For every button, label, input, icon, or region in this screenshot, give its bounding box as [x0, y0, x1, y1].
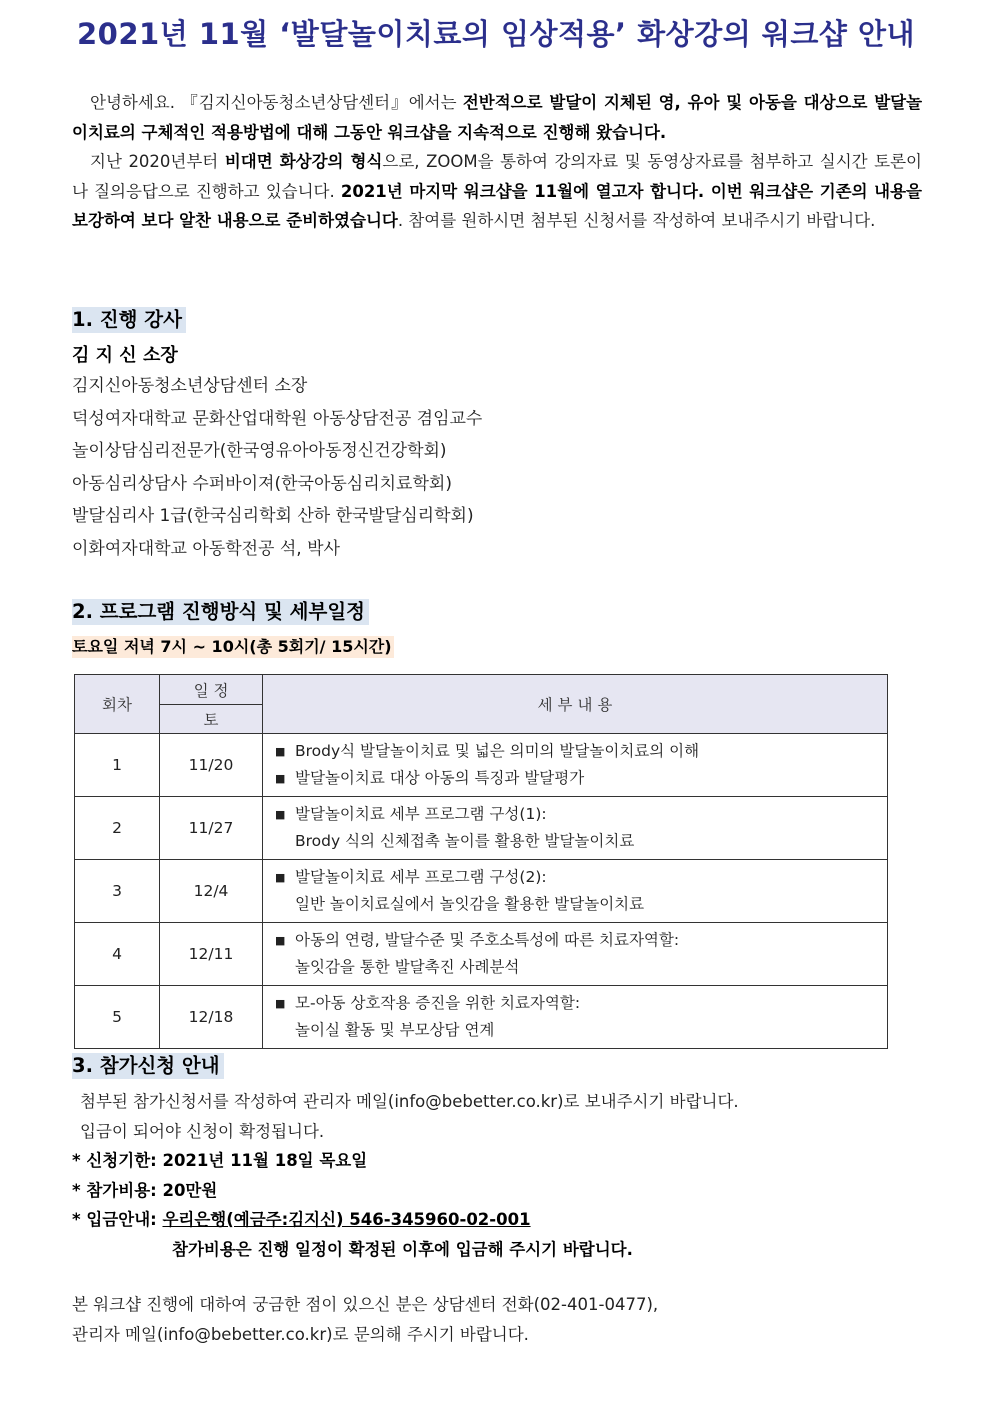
session-date: 12/18	[160, 986, 263, 1049]
application-instruction: 첨부된 참가신청서를 작성하여 관리자 메일(info@bebetter.co.kr)로 보내주시기 바랍니다.	[80, 1092, 739, 1111]
detail-continuation: 놀이실 활동 및 부모상담 연계	[295, 1021, 495, 1039]
bullet-icon: ■	[275, 997, 286, 1010]
session-number: 4	[75, 923, 160, 986]
section3-heading: 3. 참가신청 안내	[72, 1053, 224, 1079]
detail-text: 발달놀이치료 대상 아동의 특징과 발달평가	[295, 769, 585, 787]
instructor-credentials	[72, 370, 482, 565]
intro-paragraph-1: 안녕하세요. 『김지신아동청소년상담센터』에서는 전반적으로 발달이 지체된 영, 유아 및 아동을 대상으로 발달놀이치료의 구체적인 적용방법에 대해 그동안 워크샵을 지속적으로 진행해 왔습니다.	[72, 93, 923, 142]
schedule-table	[74, 674, 888, 1049]
detail-item	[275, 801, 877, 828]
schedule-summary: 토요일 저녁 7시 ~ 10시(총 5회기/ 15시간)	[72, 637, 392, 656]
session-details	[263, 797, 888, 860]
deadline: * 신청기한: 2021년 11월 18일 목요일	[72, 1151, 368, 1170]
credential-item: 아동심리상담사 수퍼바이져(한국아동심리치료학회)	[72, 473, 452, 494]
credential-item: 발달심리사 1급(한국심리학회 산하 한국발달심리학회)	[72, 506, 474, 526]
bullet-icon: ■	[275, 871, 286, 884]
credential-item: 놀이상담심리전문가(한국영유아아동정신건강학회)	[72, 441, 447, 461]
session-details	[263, 923, 888, 986]
detail-text: 모-아동 상호작용 증진을 위한 치료자역할:	[295, 994, 581, 1012]
instructor-name: 김 지 신 소장	[72, 345, 178, 366]
detail-text: 발달놀이치료 세부 프로그램 구성(2):	[295, 868, 547, 886]
session-details	[263, 860, 888, 923]
detail-text: 발달놀이치료 세부 프로그램 구성(1):	[295, 805, 547, 823]
credential-item: 김지신아동청소년상담센터 소장	[72, 376, 308, 396]
payment-note: 참가비용은 진행 일정이 확정된 이후에 입금해 주시기 바랍니다.	[172, 1239, 633, 1259]
header-day: 토	[160, 705, 263, 734]
detail-item	[275, 765, 877, 792]
application-info	[72, 1087, 952, 1264]
session-details	[263, 734, 888, 797]
credential-item: 이화여자대학교 아동학전공 석, 박사	[72, 538, 340, 559]
credential-item: 덕성여자대학교 문화산업대학원 아동상담전공 겸임교수	[72, 408, 483, 429]
footer-line: 관리자 메일(info@bebetter.co.kr)로 문의해 주시기 바랍니다.	[72, 1325, 529, 1344]
table-row	[75, 860, 888, 923]
intro-text	[72, 88, 922, 236]
detail-continuation: Brody 식의 신체접촉 놀이를 활용한 발달놀이치료	[295, 832, 635, 850]
header-details: 세 부 내 용	[263, 675, 888, 734]
footer-contact	[72, 1290, 658, 1350]
fee: * 참가비용: 20만원	[72, 1180, 218, 1200]
table-row	[75, 734, 888, 797]
detail-continuation: 일반 놀이치료실에서 놀잇감을 활용한 발달놀이치료	[295, 895, 645, 913]
session-date: 11/20	[160, 734, 263, 797]
bullet-icon: ■	[275, 772, 286, 785]
header-session: 회차	[75, 675, 160, 734]
session-date: 12/4	[160, 860, 263, 923]
table-row	[75, 986, 888, 1049]
bullet-icon: ■	[275, 934, 286, 947]
intro-paragraph-2: 지난 2020년부터 비대면 화상강의 형식으로, ZOOM을 통하여 강의자료 및 동영상자료를 첨부하고 실시간 토론이나 질의응답으로 진행하고 있습니다. 2021년 마지막 워크샵을 11월에 열고자 합니다. 이번 워크샵은 기존의 내용을 보강하여 보다 알찬 내용으로 준비하였습니다. 참여를 원하시면 첨부된 신청서를 작성하여 보내주시기 바랍니다.	[72, 152, 922, 230]
bullet-icon: ■	[275, 745, 286, 758]
session-date: 11/27	[160, 797, 263, 860]
detail-item	[275, 990, 877, 1017]
session-number: 2	[75, 797, 160, 860]
session-date: 12/11	[160, 923, 263, 986]
session-number: 1	[75, 734, 160, 797]
section1-heading: 1. 진행 강사	[72, 307, 186, 333]
payment-confirmation-note: 입금이 되어야 신청이 확정됩니다.	[80, 1121, 325, 1141]
session-number: 3	[75, 860, 160, 923]
page-title: 2021년 11월 ‘발달놀이치료의 임상적용’ 화상강의 워크샵 안내	[77, 17, 915, 51]
bullet-icon: ■	[275, 808, 286, 821]
payment-label: * 입금안내:	[72, 1210, 163, 1229]
table-row	[75, 923, 888, 986]
session-details	[263, 986, 888, 1049]
detail-item	[275, 738, 877, 765]
detail-text: Brody식 발달놀이치료 및 넓은 의미의 발달놀이치료의 이해	[295, 742, 700, 760]
session-number: 5	[75, 986, 160, 1049]
detail-item	[275, 864, 877, 891]
footer-line: 본 워크샵 진행에 대하여 궁금한 점이 있으신 분은 상담센터 전화(02-401-0477),	[72, 1295, 659, 1314]
table-row	[75, 797, 888, 860]
section2-heading: 2. 프로그램 진행방식 및 세부일정	[72, 599, 369, 625]
detail-continuation: 놀잇감을 통한 발달촉진 사례분석	[295, 958, 520, 976]
payment-account: 우리은행(예금주:김지신) 546-345960-02-001	[162, 1210, 531, 1229]
detail-item	[275, 927, 877, 954]
header-date: 일 정	[160, 675, 263, 705]
detail-text: 아동의 연령, 발달수준 및 주호소특성에 따른 치료자역할:	[295, 931, 680, 949]
